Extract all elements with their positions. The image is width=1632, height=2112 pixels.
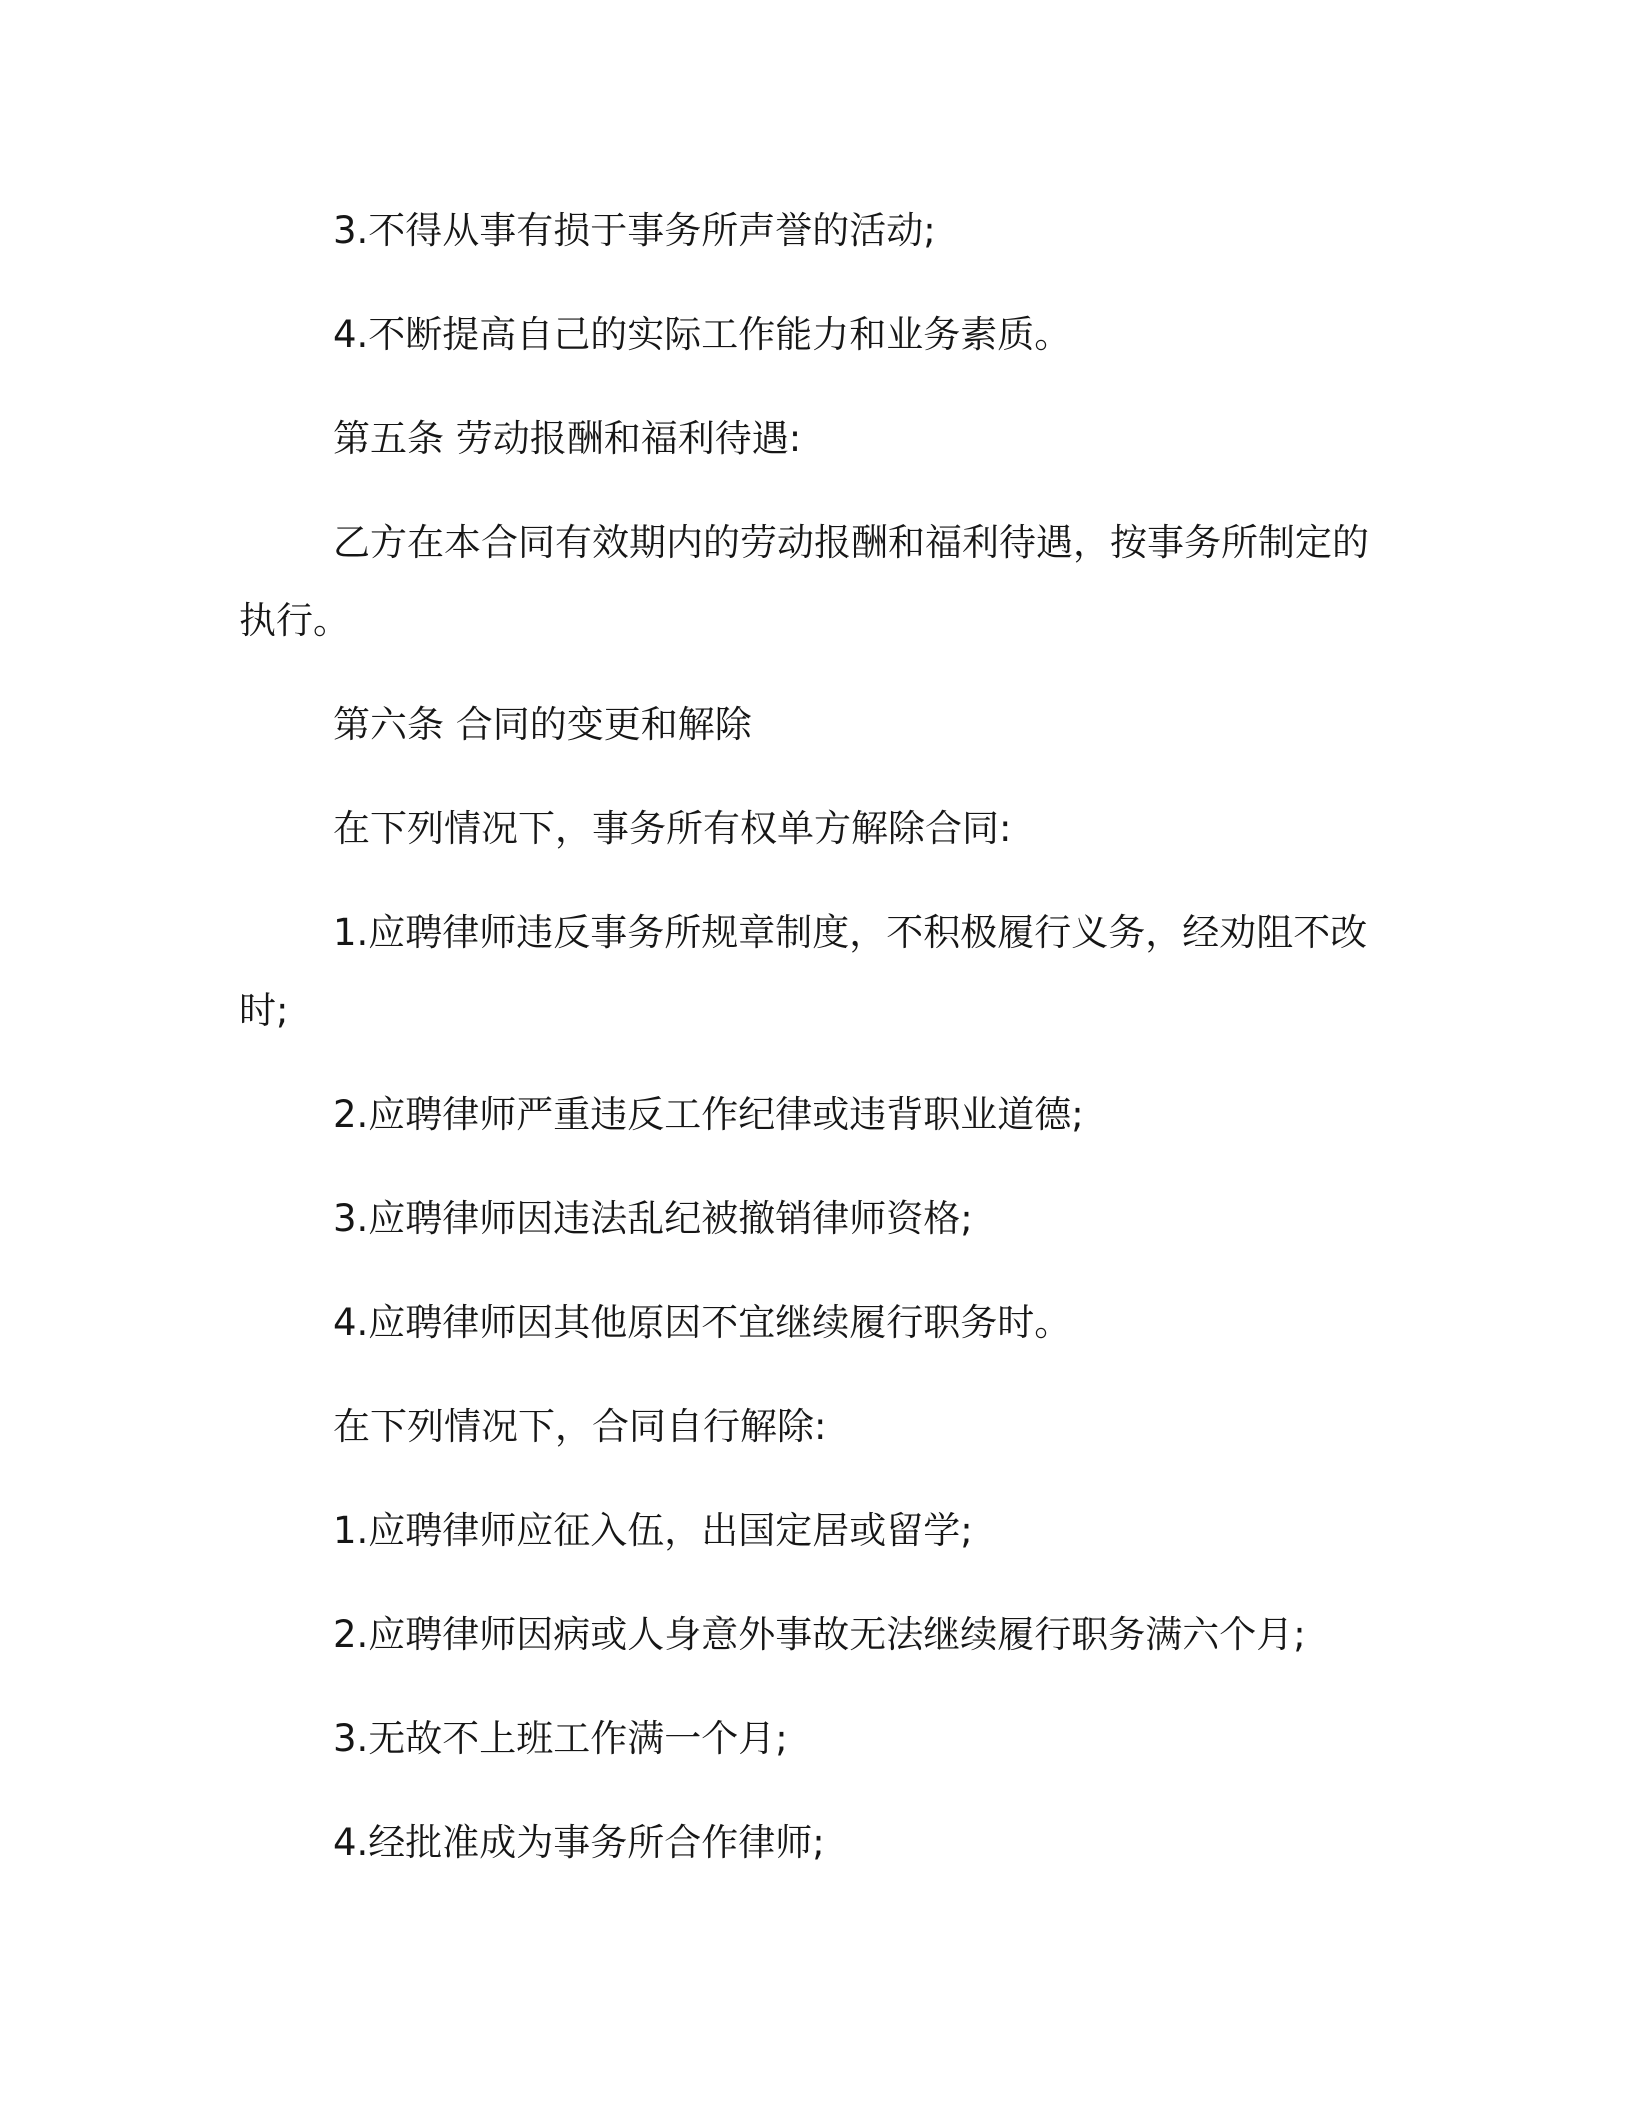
paragraph-5: 在下列情况下，合同自行解除: [333,1405,827,1448]
paragraph-3: 乙方在本合同有效期内的劳动报酬和福利待遇，按事务所制定的执行。 [239,521,1369,642]
list-item-4: 4.应聘律师因其他原因不宜继续履行职务时。 [333,1301,1072,1344]
paragraph-2: 4.不断提高自己的实际工作能力和业务素质。 [333,313,1072,356]
paragraph-4: 在下列情况下，事务所有权单方解除合同: [333,807,1012,850]
list-item-6: 2.应聘律师因病或人身意外事故无法继续履行职务满六个月; [333,1613,1306,1656]
list-item-2: 2.应聘律师严重违反工作纪律或违背职业道德; [333,1093,1084,1136]
list-item-1: 1.应聘律师违反事务所规章制度，不积极履行义务，经劝阻不改时; [239,911,1368,1032]
list-item-3: 3.应聘律师因违法乱纪被撤销律师资格; [333,1197,973,1240]
list-item-7: 3.无故不上班工作满一个月; [333,1717,788,1760]
section-heading-5: 第五条 劳动报酬和福利待遇: [333,417,802,460]
paragraph-1: 3.不得从事有损于事务所声誉的活动; [333,209,936,252]
list-item-5: 1.应聘律师应征入伍，出国定居或留学; [333,1509,973,1552]
document-body [239,192,1375,1908]
section-heading-6: 第六条 合同的变更和解除 [333,703,752,746]
list-item-8: 4.经批准成为事务所合作律师; [333,1821,825,1864]
